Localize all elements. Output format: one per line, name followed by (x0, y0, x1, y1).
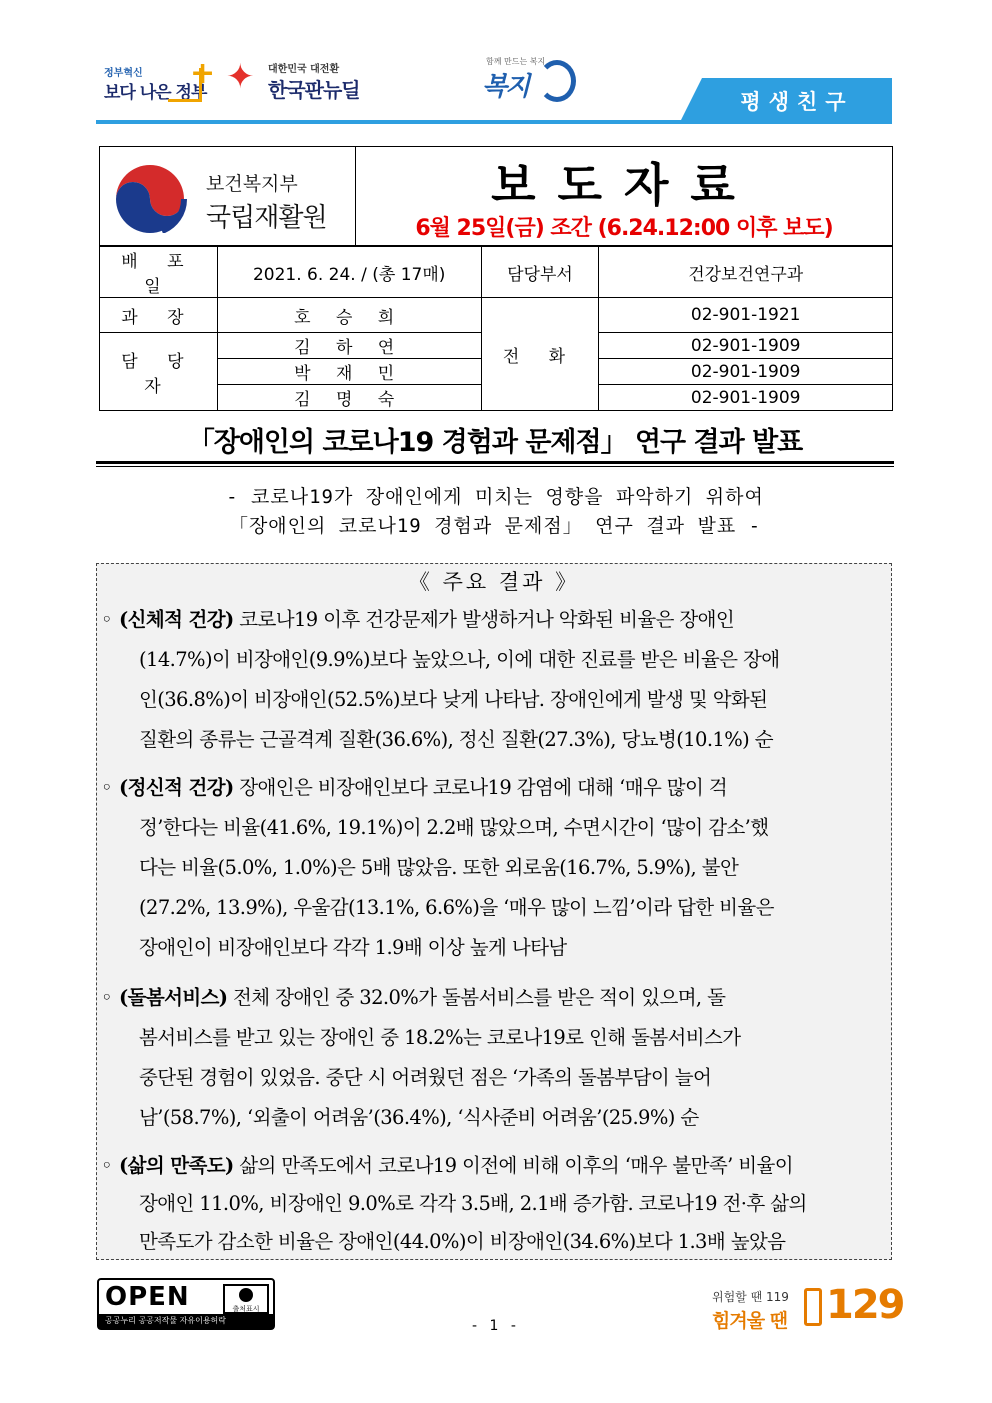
staff-phone: 02-901-1909 (599, 359, 893, 385)
chief-name: 호 승 희 (217, 298, 481, 333)
page-number: - 1 - (472, 1318, 520, 1334)
finding-care-service (97, 978, 891, 1138)
phone-icon (804, 1288, 822, 1326)
finding-line (119, 768, 727, 808)
finding-line: 질환의 종류는 근골격계 질환(36.6%), 정신 질환(27.3%), 당뇨병(10.1%) 순 (139, 728, 774, 751)
org-block (100, 147, 356, 245)
institute-name: 국립재활원 (206, 203, 327, 233)
hotline-small-text: 위험할 땐 119 (712, 1290, 789, 1304)
finding-text: 삶의 만족도에서 코로나19 이전에 비해 이후의 ‘매우 불만족’ 비율이 (233, 1154, 793, 1177)
bullet-icon: ◦ (101, 986, 112, 1009)
finding-life-satisfaction (97, 1146, 891, 1266)
new-deal-small-text: 대한민국 대전환 (268, 64, 340, 75)
staff-phone: 02-901-1909 (599, 385, 893, 411)
hotline-129-logo (712, 1278, 902, 1334)
finding-heading: (삶의 만족도) (119, 1154, 234, 1177)
finding-line: 장애인이 비장애인보다 각각 1.9배 이상 높게 나타남 (139, 936, 567, 959)
new-deal-main-text: 한국판뉴딜 (268, 78, 360, 102)
distribution-date-label: 배 포 일 (100, 247, 218, 298)
person-icon (239, 1288, 253, 1302)
korean-new-deal-logo (226, 56, 376, 106)
gov-innovation-logo (104, 54, 214, 106)
finding-text: 장애인은 비장애인보다 코로나19 감염에 대해 ‘매우 많이 걱 (233, 776, 728, 799)
bullet-icon: ◦ (101, 1154, 112, 1177)
finding-line: (27.2%, 13.9%), 우울감(13.1%, 6.6%)을 ‘매우 많이 느낌’이라 답한 비율은 (139, 896, 774, 919)
department-value: 건강보건연구과 (599, 247, 893, 298)
subtitle-line-1: - 코로나19가 장애인에게 미치는 영향을 파악하기 위하여 (226, 486, 764, 508)
plus-icon: + (190, 56, 216, 91)
press-release-title: 보도자료 (491, 158, 757, 212)
table-row (100, 298, 893, 333)
finding-line: 인(36.8%)이 비장애인(52.5%)보다 낮게 나타남. 장애인에게 발생 및 악화된 (139, 688, 768, 711)
welfare-small-text: 함께 만드는 복지 (486, 57, 546, 66)
finding-line: 중단된 경험이 있었음. 중단 시 어려웠던 점은 ‘가족의 돌봄부담이 늘어 (139, 1066, 712, 1089)
attribution-badge (223, 1284, 269, 1314)
finding-line: 봄서비스를 받고 있는 장애인 중 18.2%는 코로나19로 인해 돌봄서비스가 (139, 1026, 741, 1049)
finding-line (119, 978, 725, 1018)
finding-line (119, 1146, 793, 1186)
finding-heading: (신체적 건강) (119, 608, 234, 631)
finding-line: 정’한다는 비율(41.6%, 19.1%)이 2.2배 많았으며, 수면시간이 ‘많이 감소’했 (139, 816, 769, 839)
department-label: 담당부서 (481, 247, 599, 298)
top-logo-bar (96, 48, 892, 124)
new-deal-mark-icon: ✦ (226, 57, 255, 97)
open-text: OPEN (105, 1282, 190, 1312)
finding-line: 만족도가 감소한 비율은 장애인(44.0%)이 비장애인(34.6%)보다 1.3배 높았음 (139, 1230, 786, 1253)
chief-phone: 02-901-1921 (599, 298, 893, 333)
license-caption: 공공누리 공공저작물 자유이용허락 (99, 1314, 273, 1328)
staff-name: 김 명 숙 (217, 385, 481, 411)
staff-name: 박 재 민 (217, 359, 481, 385)
bullet-icon: ◦ (101, 608, 112, 631)
chief-label: 과 장 (100, 298, 218, 333)
subtitle-line-2: 「장애인의 코로나19 경험과 문제점」 연구 결과 발표 - (228, 515, 762, 537)
finding-mental-health (97, 768, 891, 968)
press-header (99, 146, 893, 246)
key-findings-box (96, 563, 892, 1260)
attribution-text: 출처표시 (232, 1305, 260, 1313)
finding-line: 남’(58.7%), ‘외출이 어려움’(36.4%), ‘식사준비 어려움’(25.9%) 순 (139, 1106, 699, 1129)
hotline-number: 129 (826, 1282, 904, 1328)
finding-text: 코로나19 이후 건강문제가 발생하거나 악화된 비율은 장애인 (233, 608, 735, 631)
staff-phone: 02-901-1909 (599, 333, 893, 359)
gov-innovation-small-text: 정부혁신 (104, 68, 143, 79)
headline: 「장애인의 코로나19 경험과 문제점」 연구 결과 발표 (187, 427, 803, 458)
welfare-ring-icon (538, 60, 576, 102)
finding-heading: (돌봄서비스) (119, 986, 228, 1009)
bullet-icon: ◦ (101, 776, 112, 799)
taegeuk-emblem-icon (110, 161, 190, 233)
slogan-text: 평생친구 (740, 90, 854, 114)
welfare-main-text: 복지 (482, 72, 529, 102)
ministry-name: 보건복지부 (206, 173, 298, 195)
finding-line (119, 600, 734, 640)
finding-line: (14.7%)이 비장애인(9.9%)보다 높았으나, 이에 대한 진료를 받은 비율은 장애 (139, 648, 780, 671)
finding-heading: (정신적 건강) (119, 776, 234, 799)
embargo-notice: 6월 25일(금) 조간 (6.24.12:00 이후 보도) (415, 216, 833, 241)
finding-text: 전체 장애인 중 32.0%가 돌봄서비스를 받은 적이 있으며, 돌 (227, 986, 726, 1009)
staff-name: 김 하 연 (217, 333, 481, 359)
finding-physical-health (97, 600, 891, 760)
key-findings-title: 《 주요 결과 》 (408, 570, 580, 594)
slogan-ribbon (702, 78, 892, 122)
welfare-logo (482, 52, 582, 112)
distribution-date-value: 2021. 6. 24. / (총 17매) (217, 247, 481, 298)
table-row (100, 247, 893, 298)
top-divider (96, 120, 892, 124)
finding-line: 다는 비율(5.0%, 1.0%)은 5배 많았음. 또한 외로움(16.7%, 5.9%), 불안 (139, 856, 739, 879)
hotline-main-text: 힘겨울 땐 (712, 1310, 788, 1332)
gov-innovation-main-text: 보다 나은 정부 (104, 83, 207, 103)
contact-info-table (99, 246, 893, 411)
headline-rule-thin (96, 466, 894, 467)
phone-label: 전 화 (481, 298, 599, 411)
headline-rule (96, 461, 894, 464)
staff-label: 담 당 자 (100, 333, 218, 411)
finding-line: 장애인 11.0%, 비장애인 9.0%로 각각 3.5배, 2.1배 증가함. 코로나19 전·후 삶의 (139, 1192, 807, 1215)
